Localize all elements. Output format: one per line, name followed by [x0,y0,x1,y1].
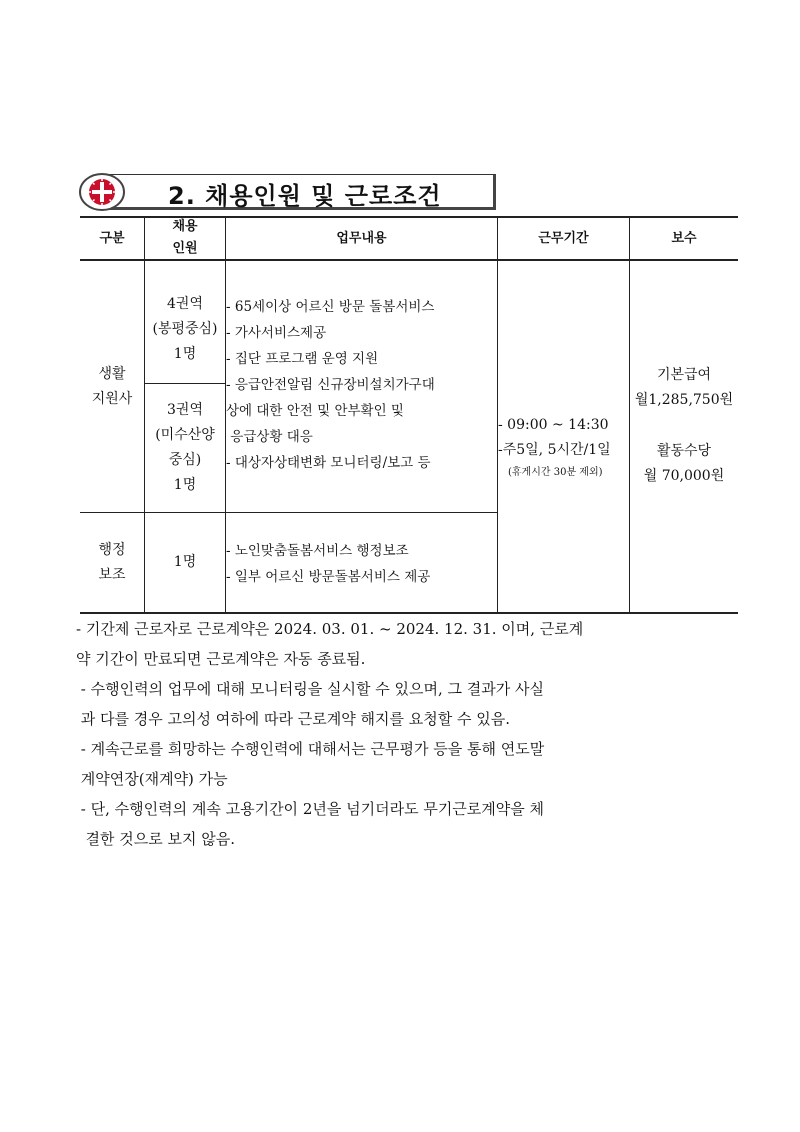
category-admin-support: 행정 보조 [98,541,126,583]
work-hours: - 09:00 ~ 14:30 [498,416,609,433]
caritas-logo-icon [78,172,128,212]
duty-item: - 노인맞춤돌봄서비스 행정보조 [226,543,409,559]
allowance-amount: 월 70,000원 [643,467,725,484]
header-duties: 업무내용 [336,231,387,246]
note-line: 결한 것으로 보지 않음. [76,830,236,848]
duty-item: - 65세이상 어르신 방문 돌봄서비스 [226,299,435,315]
duty-item: - 대상자상태변화 모니터링/보고 등 [226,455,431,471]
base-pay-label: 기본급여 [656,366,712,383]
headcount-admin: 1명 [173,554,197,570]
section-title: 2. 채용인원 및 근로조건 [168,182,442,210]
duty-item: - 가사서비스제공 [226,325,327,341]
duties-living-support [226,294,497,494]
work-period-cell [498,261,629,612]
note-line: - 계속근로를 희망하는 수행인력에 대해서는 근무평가 등을 통해 연도말 [76,740,545,758]
header-work-period: 근무기간 [538,231,589,246]
headcount-region-4: 4권역 (봉평중심) 1명 [152,296,218,362]
duty-item: 상에 대한 안전 및 안부확인 및 [226,403,404,419]
category-living-support: 생활 지원사 [91,365,133,407]
base-pay-amount: 월1,285,750원 [634,391,734,408]
note-line: 과 다를 경우 고의성 여하에 따라 근로계약 해지를 요청할 수 있음. [76,710,510,728]
duties-admin-support [226,538,497,598]
note-line: 계약연장(재계약) 가능 [76,770,228,788]
header-pay: 보수 [671,231,697,246]
employment-notes [76,614,736,854]
note-line: - 수행인력의 업무에 대해 모니터링을 실시할 수 있으며, 그 결과가 사실 [76,680,545,698]
recruitment-table [80,216,738,614]
work-days: -주5일, 5시간/1일 [498,441,611,458]
note-line: - 단, 수행인력의 계속 고용기간이 2년을 넘기더라도 무기근로계약을 체 [76,800,545,818]
duty-item: - 응급안전알림 신규장비설치가구대 [226,377,435,393]
duty-item: - 일부 어르신 방문돌봄서비스 제공 [226,569,431,585]
header-headcount: 채용 인원 [172,218,198,256]
headcount-region-3: 3권역 (미수산양 중심) 1명 [155,402,215,493]
allowance-label: 활동수당 [656,442,712,459]
pay-cell [630,261,738,612]
header-category: 구분 [99,231,125,246]
work-break-note: (휴게시간 30분 제외) [508,466,603,478]
note-line: 약 기간이 만료되면 근로계약은 자동 종료됨. [76,650,366,668]
note-line: - 기간제 근로자로 근로계약은 2024. 03. 01. ~ 2024. 12. 31. 이며, 근로계 [76,620,584,638]
duty-item: - 집단 프로그램 운영 지원 [226,351,379,367]
section-heading [78,172,496,212]
duty-item: 응급상황 대응 [226,429,313,445]
